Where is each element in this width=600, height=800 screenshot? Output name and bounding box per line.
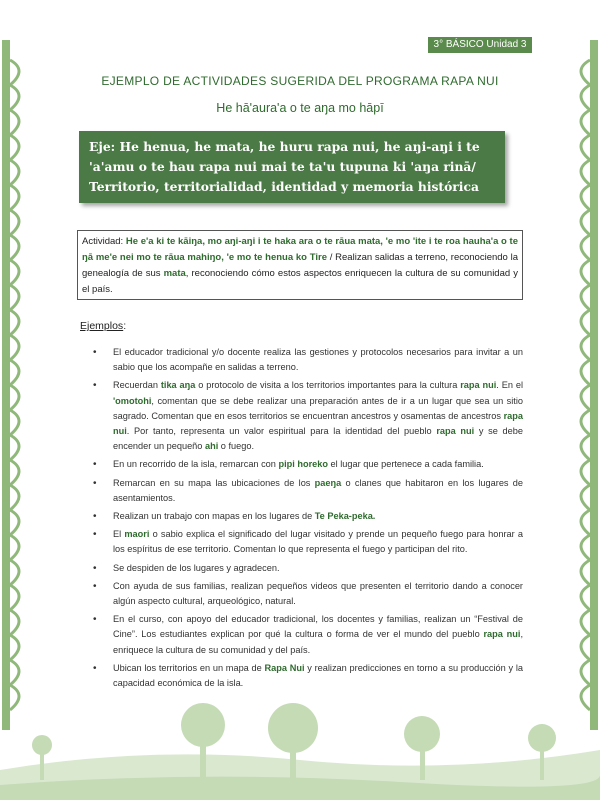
actividad-label: Actividad: [82, 236, 126, 247]
list-item: • El maori o sabio explica el significado del lugar visitado y prende un pequeño fuego para honrar a los espíritus de ese territorio. Comentan lo que representa el fuego y participan del rito. [93, 527, 523, 557]
eje-banner: Eje: He henua, he mata, he huru rapa nui, he aŋi-aŋi i te 'a'amu o te hau rapa nui mai te ta'u tupuna ki 'aŋa rinā/ Territorio, territorialidad, identidad y memoria histórica [79, 131, 505, 203]
list-item: • Se despiden de los lugares y agradecen. [93, 561, 523, 576]
examples-list [93, 345, 523, 694]
list-item: • Recuerdan tika aŋa o protocolo de visita a los territorios importantes para la cultura rapa nui. En el 'omotohi, comentan que se debe realizar una preparación antes de ir a un lugar que sea un sitio sagrado. Comentan que en esos territorios se encuentran ancestros y osamentas de ancestros rapa nui. Por tanto, representa un valor espiritual para la identidad del pueblo rapa nui y se debe encender un pequeño ahi o fuego. [93, 378, 523, 454]
list-item: • El educador tradicional y/o docente realiza las gestiones y protocolos necesarios para invitar a un sabio que los acompañe en salidas a terreno. [93, 345, 523, 375]
list-item: • Remarcan en su mapa las ubicaciones de los paeŋa o clanes que habitaron en los lugares de asentamientos. [93, 476, 523, 506]
list-item: • Realizan un trabajo con mapas en los lugares de Te Peka-peka. [93, 509, 523, 524]
list-item: • En un recorrido de la isla, remarcan con pipi horeko el lugar que pertenece a cada familia. [93, 457, 523, 472]
actividad-spanish-text-end: , reconociendo cómo estos aspectos enriquecen la cultura de su comunidad y el país. [82, 268, 518, 295]
grade-unit-badge: 3° BÁSICO Unidad 3 [428, 37, 532, 53]
list-item: • En el curso, con apoyo del educador tradicional, los docentes y familias, realizan un “Festival de Cine”. Los estudiantes explican por qué la cultura o forma de ver el mundo del pueblo rapa nui, enriquece la cultura de su comunidad y del país. [93, 612, 523, 658]
program-title: EJEMPLO DE ACTIVIDADES SUGERIDA DEL PROGRAMA RAPA NUI [101, 74, 499, 88]
actividad-box [77, 230, 523, 300]
page-subtitle: He hā'aura'a o te aŋa mo hāpī [216, 101, 384, 115]
left-decorative-border [0, 40, 32, 730]
list-item: • Ubican los territorios en un mapa de Rapa Nui y realizan predicciones en torno a su producción y la capacidad económica de la isla. [93, 661, 523, 691]
actividad-spanish-text: / Realizan salidas a terreno, reconociendo la genealogía de sus [82, 252, 518, 279]
list-item: • Con ayuda de sus familias, realizan pequeños videos que presenten el territorio dando a conocer algún aspecto cultural, arqueológico, natural. [93, 579, 523, 609]
actividad-rapanui-text: He e'a ki te kāiŋa, mo aŋi-aŋi i te haka ara o te rāua mata, 'e mo 'ite i te roa hauha'a o te ŋā me'e nei mo te rāua mahiŋo, 'e mo te henua ko Tire [82, 236, 518, 263]
footer-landscape-illustration [0, 690, 600, 800]
actividad-mata-term: mata [163, 268, 186, 279]
right-decorative-border [568, 40, 600, 730]
ejemplos-heading: Ejemplos: [80, 320, 127, 332]
